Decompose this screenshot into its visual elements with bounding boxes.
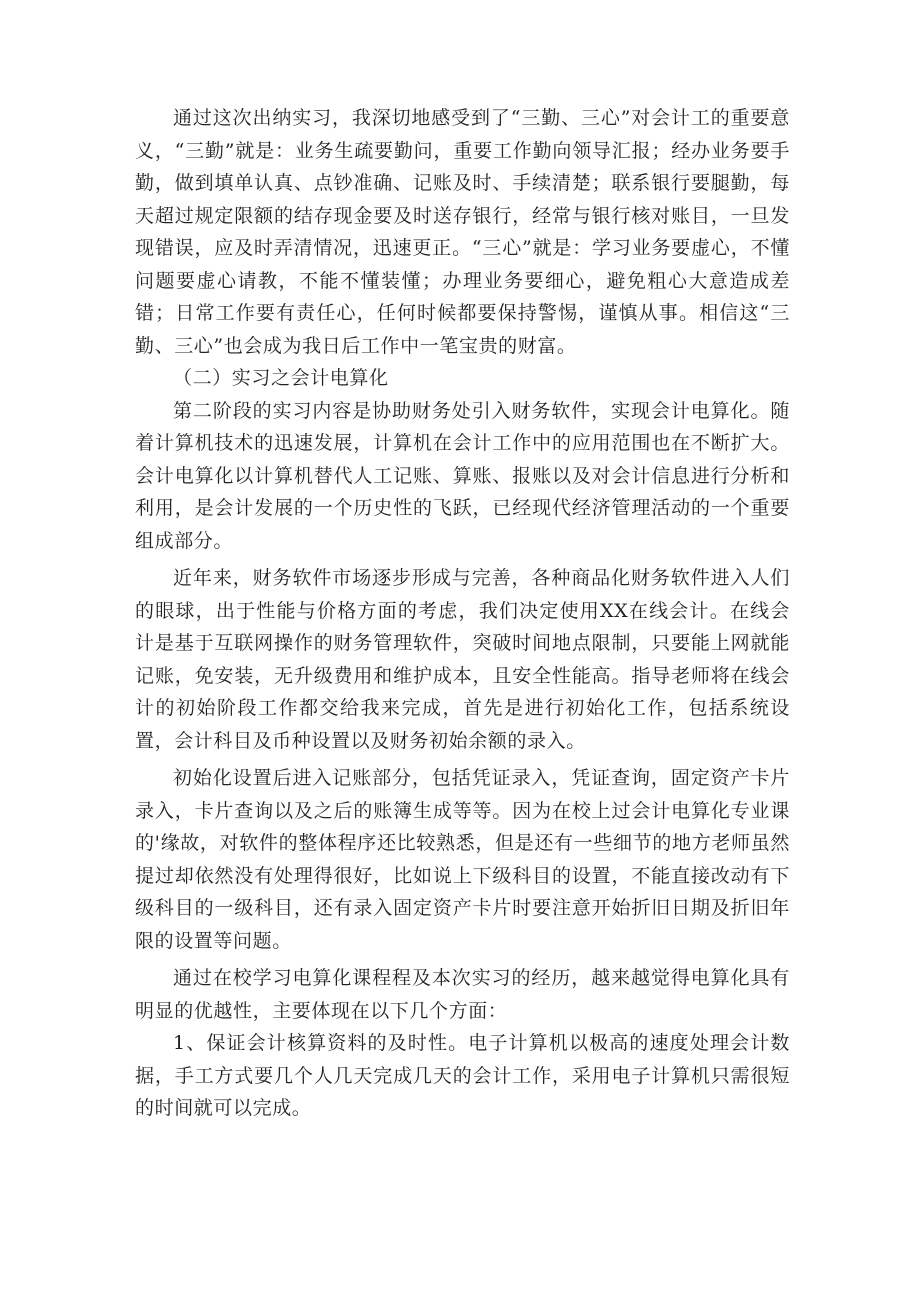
paragraph-online-accounting: 近年来，财务软件市场逐步形成与完善，各种商品化财务软件进入人们的眼球，出于性能与价格方面的考虑，我们决定使用XX在线会计。在线会计是基于互联网操作的财务管理软件，突破时间地点限制，只要能上网就能记账，免安装，无升级费用和维护成本，且安全性能高。指导老师将在线会计的初始阶段工作都交给我来完成，首先是进行初始化工作，包括系统设置，会计科目及币种设置以及财务初始余额的录入。 [135,567,790,752]
paragraph-advantage-1: 1、保证会计核算资料的及时性。电子计算机以极高的速度处理会计数据，手工方式要几个人几天完成几天的会计工作，采用电子计算机只需很短的时间就可以完成。 [135,1032,790,1119]
paragraph-advantages-intro: 通过在校学习电算化课程程及本次实习的经历，越来越觉得电算化具有明显的优越性，主要体现在以下几个方面： [135,967,790,1022]
paragraph-initialization: 初始化设置后进入记账部分，包括凭证录入，凭证查询，固定资产卡片录入，卡片查询以及之后的账簿生成等等。因为在校上过会计电算化专业课的'缘故，对软件的整体程序还比较熟悉，但是还有一些细节的地方老师虽然提过却依然没有处理得很好，比如说上下级科目的设置，不能直接改动有下级科目的一级科目，还有录入固定资产卡片时要注意开始折旧日期及折旧年限的设置等问题。 [135,767,790,952]
paragraph-three-diligence: 通过这次出纳实习，我深切地感受到了“三勤、三心”对会计工的重要意义，“三勤”就是：业务生疏要勤问，重要工作勤向领导汇报；经办业务要手勤，做到填单认真、点钞准确、记账及时、手续清楚；联系银行要腿勤，每天超过规定限额的结存现金要及时送存银行，经常与银行核对账目，一旦发现错误，应及时弄清情况，迅速更正。“三心”就是：学习业务要虚心，不懂问题要虚心请教，不能不懂装懂；办理业务要细心，避免粗心大意造成差错；日常工作要有责任心，任何时候都要保持警惕，谨慎从事。相信这“三勤、三心”也会成为我日后工作中一笔宝贵的财富。 [135,107,790,357]
paragraph-second-stage: 第二阶段的实习内容是协助财务处引入财务软件，实现会计电算化。随着计算机技术的迅速发展，计算机在会计工作中的应用范围也在不断扩大。会计电算化以计算机替代人工记账、算账、报账以及对会计信息进行分析和利用，是会计发展的一个历史性的飞跃，已经现代经济管理活动的一个重要组成部分。 [135,399,790,552]
document-page [135,102,790,1125]
section-heading-computerized-accounting: （二）实习之会计电算化 [173,367,389,389]
